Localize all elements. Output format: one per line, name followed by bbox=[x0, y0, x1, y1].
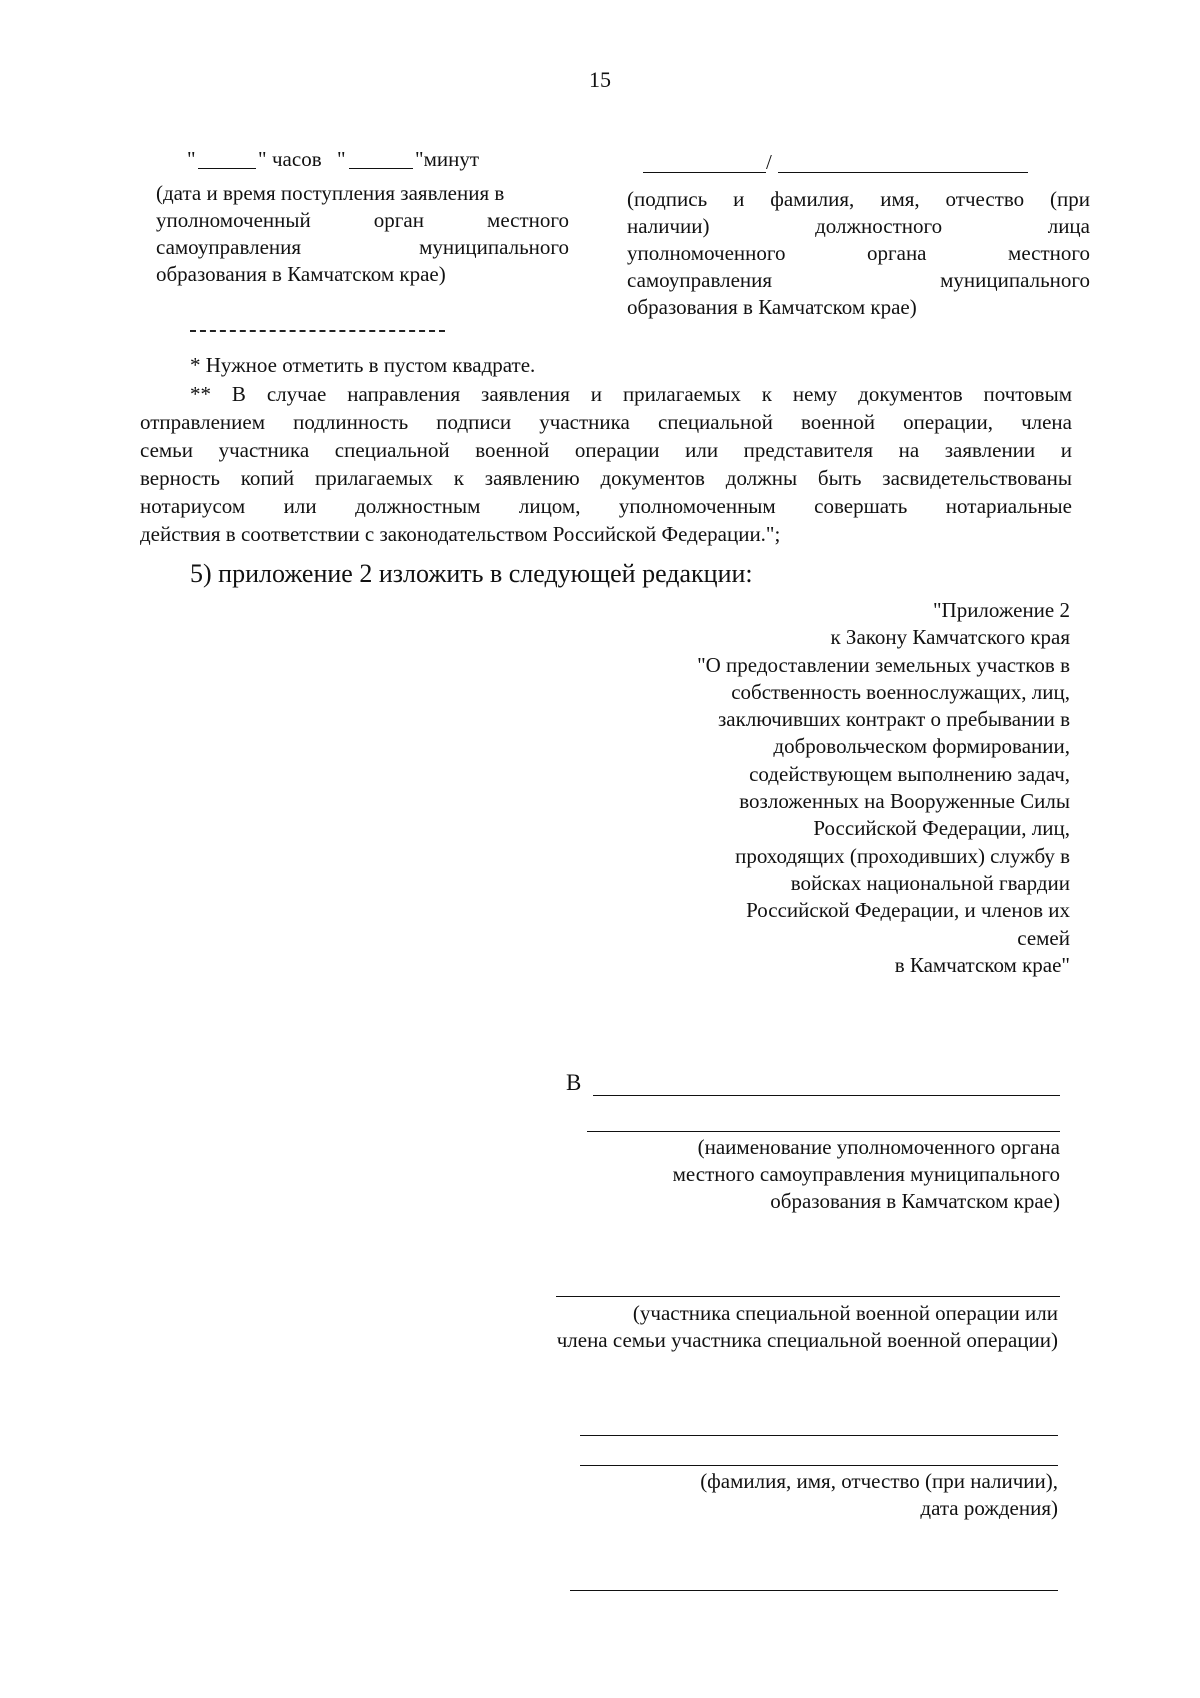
appendix-header-line: собственность военнослужащих, лиц, bbox=[731, 679, 1070, 704]
receipt-caption-line: самоуправления муниципального bbox=[156, 235, 569, 259]
footnote-2-line: отправлением подлинность подписи участника специальной военной операции, члена bbox=[140, 410, 1072, 434]
footnote-2-line: ** В случае направления заявления и прилагаемых к нему документов почтовым bbox=[190, 382, 1072, 406]
name-blank-1 bbox=[580, 1435, 1058, 1436]
footnote-2-line: семьи участника специальной военной операции или представителя на заявлении и bbox=[140, 438, 1072, 462]
organ-caption-line: образования в Камчатском крае) bbox=[770, 1189, 1060, 1213]
appendix-header bbox=[560, 597, 1070, 979]
signature-caption bbox=[627, 186, 1090, 321]
signature-blank bbox=[643, 172, 766, 173]
receipt-caption bbox=[156, 180, 569, 288]
signature-caption-line: уполномоченного органа местного bbox=[627, 241, 1090, 265]
appendix-header-line: Российской Федерации, лиц, bbox=[813, 816, 1070, 841]
organ-caption bbox=[560, 1134, 1060, 1215]
hours-blank bbox=[198, 168, 256, 169]
item-5-heading: 5) приложение 2 изложить в следующей редакции: bbox=[190, 559, 753, 588]
participant-caption bbox=[440, 1300, 1058, 1354]
signature-caption-line: самоуправления муниципального bbox=[627, 268, 1090, 292]
appendix-header-line: в Камчатском крае" bbox=[894, 952, 1070, 977]
footnote-1: * Нужное отметить в пустом квадрате. bbox=[190, 353, 536, 377]
appendix-header-line: "Приложение 2 bbox=[932, 598, 1070, 622]
time-quote-1: " bbox=[187, 147, 196, 171]
appendix-header-line: "О предоставлении земельных участков в bbox=[697, 652, 1070, 677]
page-number: 15 bbox=[589, 67, 611, 92]
signature-caption-line: (подпись и фамилия, имя, отчество (при bbox=[627, 187, 1090, 211]
signature-caption-line: наличии) должностного лица bbox=[627, 214, 1090, 238]
footnote-2-line: действия в соответствии с законодательством Российской Федерации."; bbox=[140, 522, 781, 546]
receipt-caption-line: уполномоченный орган местного bbox=[156, 208, 569, 232]
appendix-header-line: проходящих (проходивших) службу в bbox=[735, 843, 1070, 868]
organ-blank-1 bbox=[593, 1095, 1060, 1096]
signature-name-blank bbox=[778, 172, 1028, 173]
address-blank bbox=[570, 1590, 1058, 1591]
appendix-header-line: войсках национальной гвардии bbox=[790, 870, 1070, 895]
appendix-header-line: добровольческом формировании, bbox=[773, 734, 1070, 759]
time-quote-3: " bbox=[337, 147, 346, 171]
footnote-separator bbox=[190, 330, 445, 332]
to-label: В bbox=[566, 1070, 582, 1095]
participant-caption-line: члена семьи участника специальной военной операции) bbox=[556, 1328, 1058, 1352]
organ-caption-line: (наименование уполномоченного органа bbox=[697, 1135, 1060, 1159]
footnote-2 bbox=[140, 380, 1072, 548]
participant-caption-line: (участника специальной военной операции или bbox=[632, 1301, 1058, 1325]
participant-blank bbox=[556, 1296, 1060, 1297]
appendix-header-line: заключивших контракт о пребывании в bbox=[718, 707, 1070, 732]
organ-blank-2 bbox=[587, 1131, 1060, 1132]
minutes-blank bbox=[349, 168, 413, 169]
footnote-2-line: верность копий прилагаемых к заявлению документов должны быть засвидетельствованы bbox=[140, 466, 1072, 490]
footnote-2-line: нотариусом или должностным лицом, уполномоченным совершать нотариальные bbox=[140, 494, 1072, 518]
time-quote-2: " bbox=[258, 147, 267, 171]
hours-label: часов bbox=[272, 147, 322, 171]
name-blank-2 bbox=[580, 1465, 1058, 1466]
appendix-header-line: Российской Федерации, и членов их bbox=[746, 898, 1070, 923]
appendix-header-line: семей bbox=[1017, 925, 1070, 950]
receipt-caption-line: образования в Камчатском крае) bbox=[156, 262, 446, 286]
signature-slash: / bbox=[766, 150, 772, 174]
signature-caption-line: образования в Камчатском крае) bbox=[627, 295, 917, 319]
name-caption-line: (фамилия, имя, отчество (при наличии), bbox=[700, 1469, 1058, 1493]
appendix-header-line: содействующем выполнению задач, bbox=[749, 761, 1070, 786]
appendix-header-line: к Закону Камчатского края bbox=[830, 625, 1070, 650]
appendix-header-line: возложенных на Вооруженные Силы bbox=[739, 789, 1070, 814]
name-caption-line: дата рождения) bbox=[920, 1496, 1058, 1520]
organ-caption-line: местного самоуправления муниципального bbox=[672, 1162, 1060, 1186]
minutes-label: "минут bbox=[415, 147, 480, 171]
name-caption bbox=[560, 1468, 1058, 1522]
receipt-caption-line: (дата и время поступления заявления в bbox=[156, 181, 505, 205]
